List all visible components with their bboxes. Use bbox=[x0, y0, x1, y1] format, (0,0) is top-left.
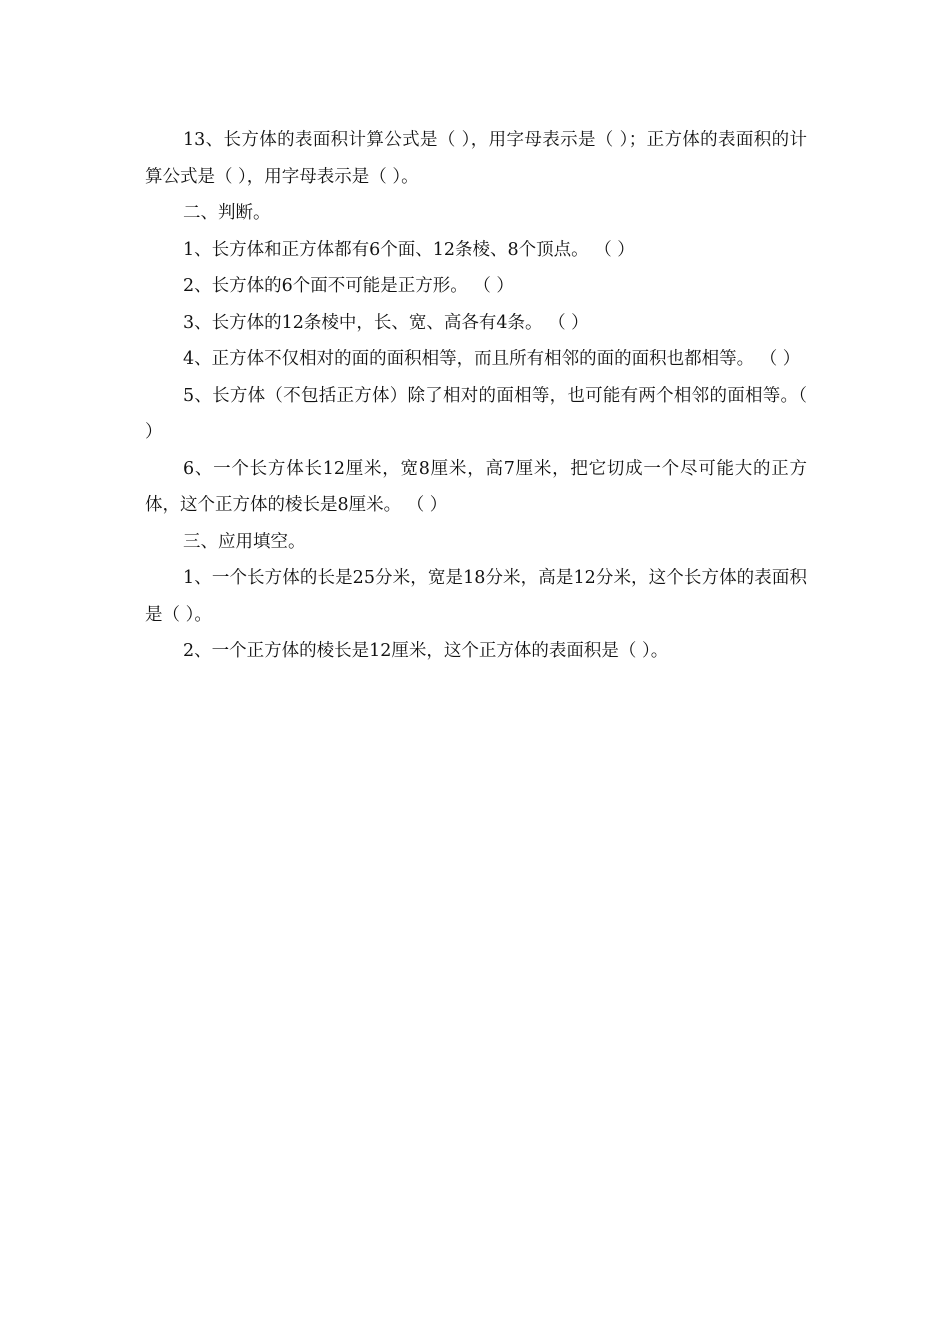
question-13: 13、长方体的表面积计算公式是（ ），用字母表示是（ ）；正方体的表面积的计算公式是（ ），用字母表示是（ ）。 bbox=[145, 130, 807, 187]
application-item-1: 1、一个长方体的长是25分米，宽是18分米，高是12分米，这个长方体的表面积是（ ）。 bbox=[145, 568, 807, 625]
judge-item-2: 2、长方体的6个面不可能是正方形。 （ ） bbox=[183, 276, 514, 296]
judge-item-6: 6、一个长方体长12厘米，宽8厘米，高7厘米，把它切成一个尽可能大的正方体，这个正方体的棱长是8厘米。 （ ） bbox=[145, 458, 807, 515]
application-item-2: 2、一个正方体的棱长是12厘米，这个正方体的表面积是（ ）。 bbox=[183, 641, 669, 661]
judge-item-4: 4、正方体不仅相对的面的面积相等，而且所有相邻的面的面积也都相等。 （ ） bbox=[183, 349, 801, 369]
judge-item-5: 5、长方体（不包括正方体）除了相对的面相等，也可能有两个相邻的面相等。（ ） bbox=[145, 385, 807, 442]
section-3-title: 三、应用填空。 bbox=[183, 531, 306, 552]
document-body bbox=[145, 122, 807, 670]
section-2-title: 二、判断。 bbox=[183, 203, 271, 223]
judge-item-3: 3、长方体的12条棱中，长、宽、高各有4条。 （ ） bbox=[183, 312, 589, 333]
judge-item-1: 1、长方体和正方体都有6个面、12条棱、8个顶点。 （ ） bbox=[183, 239, 635, 260]
